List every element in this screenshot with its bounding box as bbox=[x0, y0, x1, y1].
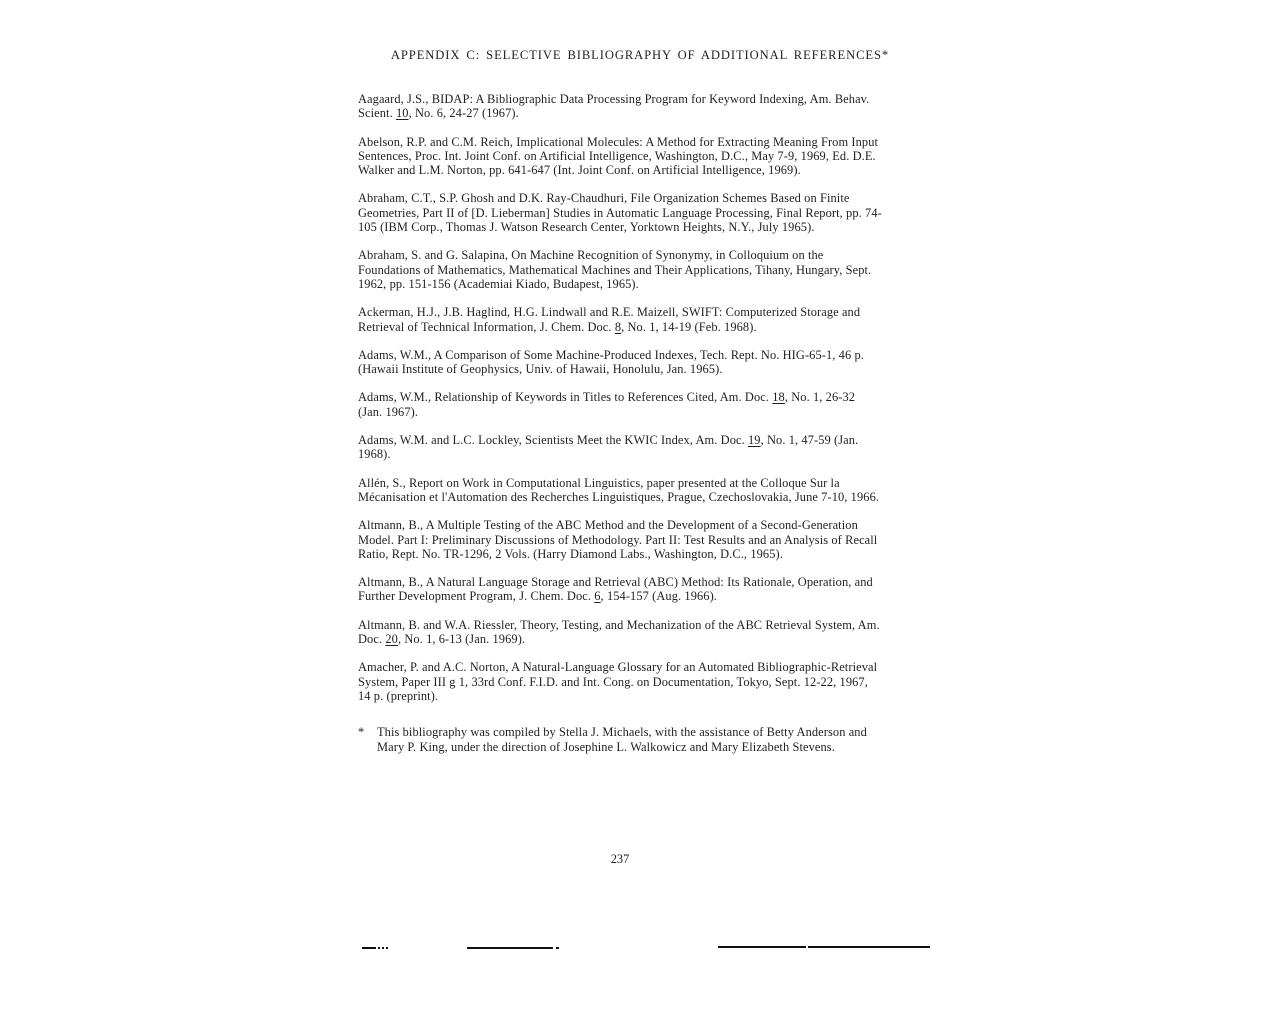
footnote bbox=[358, 725, 882, 754]
scan-artifact-line-long-left bbox=[718, 946, 806, 948]
bibliography-entries bbox=[358, 92, 882, 703]
bibliography-entry: Altmann, B., A Natural Language Storage and Retrieval (ABC) Method: Its Rationale, Operation, and Further Development Program, J. Chem. Doc. 6, 154-157 (Aug. 1966). bbox=[358, 575, 873, 604]
bibliography-entry: Altmann, B. and W.A. Riessler, Theory, Testing, and Mechanization of the ABC Retrieval System, Am. Doc. 20, No. 1, 6-13 (Jan. 1969). bbox=[358, 617, 880, 647]
scan-artifact-line-long-right bbox=[808, 946, 930, 948]
appendix-title: APPENDIX C: SELECTIVE BIBLIOGRAPHY OF ADDITIONAL REFERENCES* bbox=[390, 48, 890, 62]
bibliography-entry: Abelson, R.P. and C.M. Reich, Implicational Molecules: A Method for Extracting Meaning From Input Sentences, Proc. Int. Joint Conf. on Artificial Intelligence, Washington, D.C., May 7-9, 1969, Ed. D.E. Walker and L.M. Norton, pp. 641-647 (Int. Joint Conf. on Artificial Intelligence, 1969). bbox=[358, 134, 879, 178]
bibliography-entry: Adams, W.M., Relationship of Keywords in Titles to References Cited, Am. Doc. 18, No. 1, 26-32 (Jan. 1967). bbox=[358, 390, 856, 419]
bibliography-entry: Amacher, P. and A.C. Norton, A Natural-Language Glossary for an Automated Bibliographic-Retrieval System, Paper III g 1, 33rd Conf. F.I.D. and Int. Cong. on Documentation, Tokyo, Sept. 12-22, 1967, 14 p. (preprint). bbox=[358, 660, 878, 703]
scan-artifact-line-short bbox=[362, 947, 376, 949]
bibliography-content bbox=[358, 92, 882, 754]
bibliography-entry: Abraham, C.T., S.P. Ghosh and D.K. Ray-Chaudhuri, File Organization Schemes Based on Finite Geometries, Part II of [D. Lieberman] Studies in Automatic Language Processing, Final Report, pp. 74-105 (IBM Corp., Thomas J. Watson Research Center, Yorktown Heights, N.Y., July 1965). bbox=[358, 191, 882, 235]
scan-artifact-dots bbox=[378, 947, 388, 949]
bibliography-entry: Abraham, S. and G. Salapina, On Machine Recognition of Synonymy, in Colloquium on the Foundations of Mathematics, Mathematical Machines and Their Applications, Tihany, Hungary, Sept. 1962, pp. 151-156 (Academiai Kiado, Budapest, 1965). bbox=[358, 248, 872, 291]
footnote-asterisk: * bbox=[358, 725, 365, 740]
page-number: 237 bbox=[610, 852, 630, 866]
bibliography-entry: Adams, W.M. and L.C. Lockley, Scientists Meet the KWIC Index, Am. Doc. 19, No. 1, 47-59 (Jan. 1968). bbox=[358, 433, 859, 462]
footnote-text: This bibliography was compiled by Stella J. Michaels, with the assistance of Betty Anderson and Mary P. King, under the direction of Josephine L. Walkowicz and Mary Elizabeth Stevens. bbox=[377, 725, 867, 754]
bibliography-entry: Allén, S., Report on Work in Computational Linguistics, paper presented at the Colloque Sur la Mécanisation et l'Automation des Recherches Linguistiques, Prague, Czechoslovakia, June 7-10, 1966. bbox=[358, 475, 880, 504]
bibliography-entry: Altmann, B., A Multiple Testing of the ABC Method and the Development of a Second-Generation Model. Part I: Preliminary Discussions of Methodology. Part II: Test Results and an Analysis of Recall Ratio, Rept. No. TR-1296, 2 Vols. (Harry Diamond Labs., Washington, D.C., 1965). bbox=[358, 518, 878, 561]
bibliography-entry: Aagaard, J.S., BIDAP: A Bibliographic Data Processing Program for Keyword Indexing, Am. Behav. Scient. 10, No. 6, 24-27 (1967). bbox=[358, 92, 870, 121]
bibliography-entry: Ackerman, H.J., J.B. Haglind, H.G. Lindwall and R.E. Maizell, SWIFT: Computerized Storage and Retrieval of Technical Information, J. Chem. Doc. 8, No. 1, 14-19 (Feb. 1968). bbox=[358, 305, 861, 334]
bibliography-entry: Adams, W.M., A Comparison of Some Machine-Produced Indexes, Tech. Rept. No. HIG-65-1, 46 p. (Hawaii Institute of Geophysics, Univ. of Hawaii, Honolulu, Jan. 1965). bbox=[358, 347, 864, 377]
scan-artifact-line-medium bbox=[467, 947, 553, 949]
scan-artifact-dot bbox=[556, 947, 559, 949]
